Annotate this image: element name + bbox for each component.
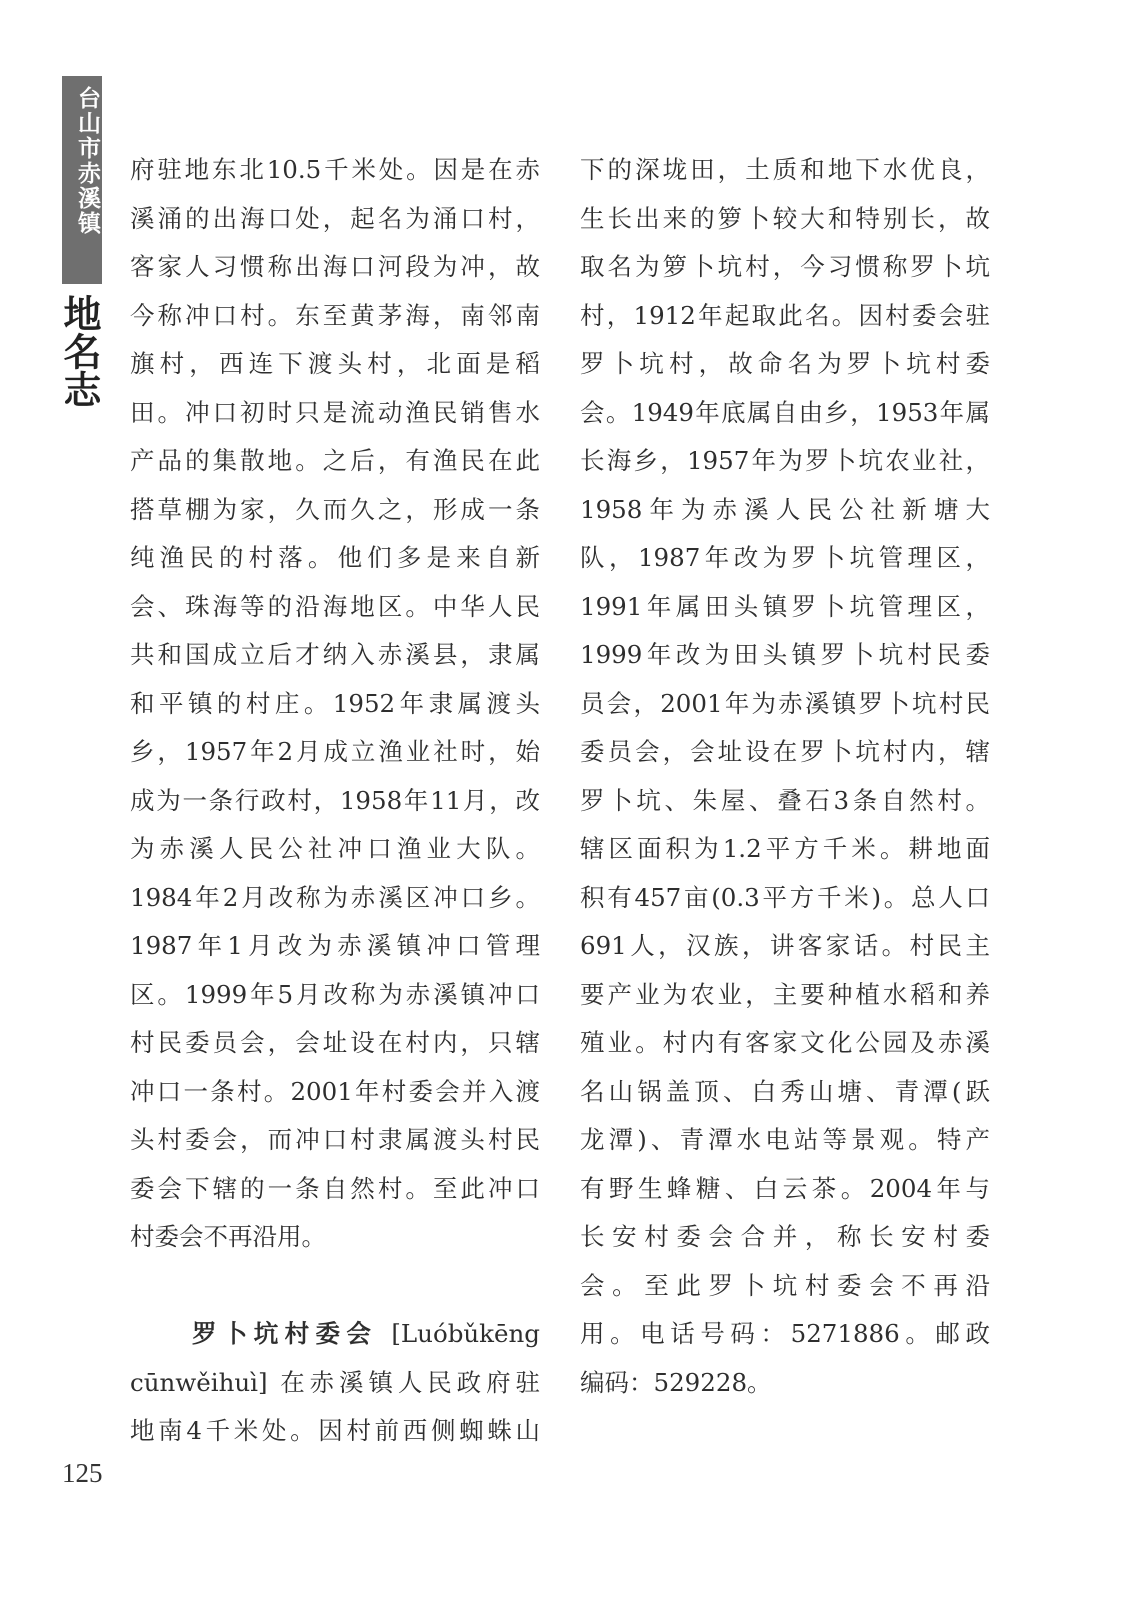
text-line: 要产业为农业，主要种植水稻和养 bbox=[580, 979, 990, 1009]
text-line: 殖业。村内有客家文化公园及赤溪 bbox=[580, 1028, 990, 1057]
text-line: 纯渔民的村落。他们多是来自新 bbox=[130, 543, 540, 572]
text-line: 成为一条行政村，1958年11月，改 bbox=[130, 785, 540, 815]
text-line: 罗卜坑村，故命名为罗卜坑村委 bbox=[580, 349, 990, 378]
text-line: 生长出来的箩卜较大和特别长，故 bbox=[580, 203, 990, 233]
text-line: 村委会不再沿用。 bbox=[130, 1222, 326, 1251]
text-line: 田。冲口初时只是流动渔民销售水 bbox=[130, 397, 540, 427]
text-line: 和平镇的村庄。1952年隶属渡头 bbox=[130, 688, 540, 718]
text-line: 队，1987年改为罗卜坑管理区， bbox=[580, 543, 990, 572]
entry-text: 在赤溪镇人民政府驻 bbox=[280, 1367, 540, 1397]
text-line: 编码：529228。 bbox=[580, 1367, 772, 1397]
chapter-side-tab bbox=[62, 76, 102, 284]
text-line: 会。至此罗卜坑村委会不再沿 bbox=[580, 1270, 990, 1300]
text-line: 龙潭)、青潭水电站等景观。特产 bbox=[580, 1125, 990, 1154]
text-line: 头村委会，而冲口村隶属渡头村民 bbox=[130, 1125, 540, 1154]
text-line: 区。1999年5月改称为赤溪镇冲口 bbox=[130, 979, 540, 1009]
text-line: 会。1949年底属自由乡，1953年属 bbox=[580, 397, 990, 427]
text-line: 村，1912年起取此名。因村委会驻 bbox=[580, 300, 990, 330]
text-line: 产品的集散地。之后，有渔民在此 bbox=[130, 446, 540, 475]
text-line: 府驻地东北10.5千米处。因是在赤 bbox=[130, 155, 540, 184]
text-line: 长安村委会合并，称长安村委 bbox=[580, 1222, 990, 1251]
text-line: 1984年2月改称为赤溪区冲口乡。 bbox=[130, 882, 540, 912]
chapter-side-tab-label: 台山市赤溪镇 bbox=[74, 86, 101, 236]
text-line: 长海乡，1957年为罗卜坑农业社， bbox=[580, 446, 990, 475]
text-line: 乡，1957年2月成立渔业社时，始 bbox=[130, 737, 540, 766]
text-line: 有野生蜂糖、白云茶。2004年与 bbox=[580, 1173, 990, 1203]
entry-second-line bbox=[130, 1359, 540, 1408]
entry-romanization-end: cūnwěihuì] bbox=[130, 1367, 268, 1397]
text-line: 1999年改为田头镇罗卜坑村民委 bbox=[580, 640, 990, 669]
right-text-column bbox=[580, 146, 990, 1407]
text-line: 取名为箩卜坑村，今习惯称罗卜坑 bbox=[580, 252, 990, 281]
paragraph-gap bbox=[130, 1262, 540, 1311]
entry-heading: 罗卜坑村委会 bbox=[192, 1319, 378, 1348]
left-text-column bbox=[130, 146, 540, 1456]
text-line: 会、珠海等的沿海地区。中华人民 bbox=[130, 591, 540, 621]
text-line: 罗卜坑、朱屋、叠石3条自然村。 bbox=[580, 785, 990, 815]
text-line: 用。电话号码：5271886。邮政 bbox=[580, 1319, 990, 1348]
text-line: 691人，汉族，讲客家话。村民主 bbox=[580, 931, 990, 960]
text-line: 客家人习惯称出海口河段为冲，故 bbox=[130, 252, 540, 281]
text-line: 1958年为赤溪人民公社新塘大 bbox=[580, 494, 990, 524]
text-line: 委会下辖的一条自然村。至此冲口 bbox=[130, 1173, 540, 1203]
text-line: 共和国成立后才纳入赤溪县，隶属 bbox=[130, 640, 540, 669]
text-line: 为赤溪人民公社冲口渔业大队。 bbox=[130, 834, 540, 863]
text-line: 冲口一条村。2001年村委会并入渡 bbox=[130, 1076, 540, 1106]
text-line: 溪涌的出海口处，起名为涌口村， bbox=[130, 203, 540, 233]
text-line: 辖区面积为1.2平方千米。耕地面 bbox=[580, 834, 990, 863]
text-line: 今称冲口村。东至黄茅海，南邻南 bbox=[130, 300, 540, 330]
text-line: 员会，2001年为赤溪镇罗卜坑村民 bbox=[580, 688, 990, 718]
entry-heading-line bbox=[130, 1310, 540, 1359]
text-line: 地南4千米处。因村前西侧蜘蛛山 bbox=[130, 1416, 540, 1445]
text-line: 搭草棚为家，久而久之，形成一条 bbox=[130, 494, 540, 524]
text-line: 旗村，西连下渡头村，北面是稻 bbox=[130, 349, 540, 378]
text-line: 委员会，会址设在罗卜坑村内，辖 bbox=[580, 737, 990, 766]
text-line: 下的深垅田，土质和地下水优良， bbox=[580, 155, 990, 184]
section-title: 地名志 bbox=[57, 294, 101, 408]
entry-romanization-start: [Luóbǔkēng bbox=[391, 1319, 540, 1348]
text-line: 1987年1月改为赤溪镇冲口管理 bbox=[130, 931, 540, 960]
text-line: 1991年属田头镇罗卜坑管理区， bbox=[580, 591, 990, 621]
text-line: 村民委员会，会址设在村内，只辖 bbox=[130, 1028, 540, 1057]
page-number: 125 bbox=[62, 1458, 103, 1488]
text-line: 名山锅盖顶、白秀山塘、青潭(跃 bbox=[580, 1076, 990, 1106]
text-line: 积有457亩(0.3平方千米)。总人口 bbox=[580, 882, 990, 912]
